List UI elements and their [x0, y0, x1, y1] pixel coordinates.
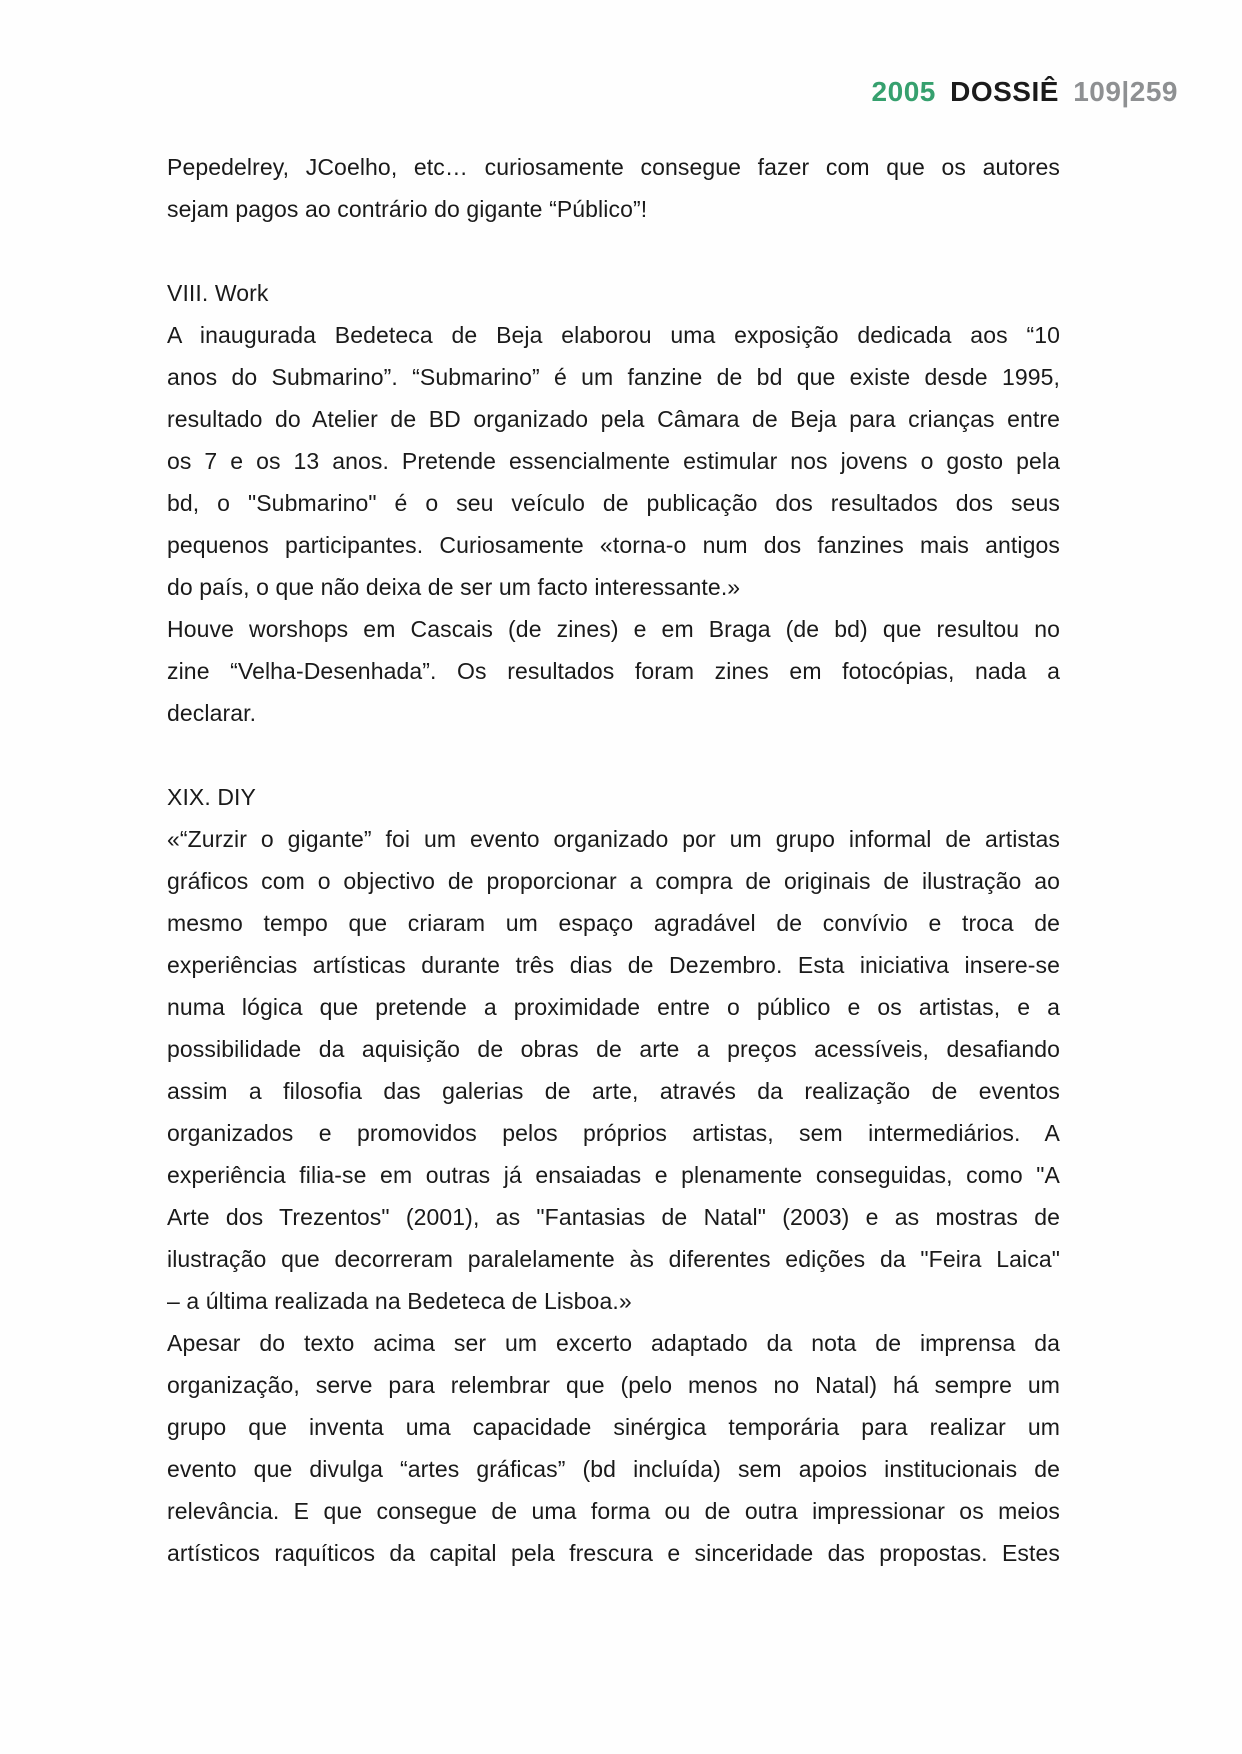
- paragraph-spacer: [167, 734, 1060, 776]
- text-line: ilustração que decorreram paralelamente às diferentes edições da "Feira Laica": [167, 1246, 1060, 1272]
- text-line: do país, o que não deixa de ser um facto interessante.»: [167, 574, 741, 600]
- text-line: artísticos raquíticos da capital pela frescura e sinceridade das propostas. Estes: [167, 1540, 1060, 1566]
- text-line: mesmo tempo que criaram um espaço agradável de convívio e troca de: [167, 910, 1060, 936]
- paragraph: [167, 146, 1060, 230]
- text-line: numa lógica que pretende a proximidade entre o público e os artistas, e a: [167, 994, 1060, 1020]
- page-header: [872, 78, 1178, 106]
- paragraph: [167, 1322, 1060, 1574]
- text-line: «“Zurzir o gigante” foi um evento organizado por um grupo informal de artistas: [167, 826, 1060, 852]
- paragraph: [167, 608, 1060, 734]
- text-line: experiência filia-se em outras já ensaiadas e plenamente conseguidas, como "A: [167, 1162, 1060, 1188]
- text-line: Pepedelrey, JCoelho, etc… curiosamente consegue fazer com que os autores: [167, 154, 1060, 180]
- text-line: – a última realizada na Bedeteca de Lisboa.»: [167, 1288, 632, 1314]
- text-line: relevância. E que consegue de uma forma ou de outra impressionar os meios: [167, 1498, 1060, 1524]
- text-line: organizados e promovidos pelos próprios artistas, sem intermediários. A: [167, 1120, 1060, 1146]
- text-line: evento que divulga “artes gráficas” (bd incluída) sem apoios institucionais de: [167, 1456, 1060, 1482]
- text-line: VIII. Work: [167, 280, 269, 306]
- paragraph: [167, 314, 1060, 608]
- text-line: XIX. DIY: [167, 784, 256, 810]
- header-page-number: 109|259: [1073, 76, 1178, 107]
- text-line: possibilidade da aquisição de obras de arte a preços acessíveis, desafiando: [167, 1036, 1060, 1062]
- text-line: os 7 e os 13 anos. Pretende essencialmente estimular nos jovens o gosto pela: [167, 448, 1060, 474]
- text-line: bd, o "Submarino" é o seu veículo de publicação dos resultados dos seus: [167, 490, 1060, 516]
- text-line: grupo que inventa uma capacidade sinérgica temporária para realizar um: [167, 1414, 1060, 1440]
- text-line: A inaugurada Bedeteca de Beja elaborou uma exposição dedicada aos “10: [167, 322, 1060, 348]
- text-line: zine “Velha-Desenhada”. Os resultados foram zines em fotocópias, nada a: [167, 658, 1060, 684]
- text-line: assim a filosofia das galerias de arte, através da realização de eventos: [167, 1078, 1060, 1104]
- text-line: Apesar do texto acima ser um excerto adaptado da nota de imprensa da: [167, 1330, 1060, 1356]
- document-body: [167, 146, 1060, 1574]
- text-line: Arte dos Trezentos" (2001), as "Fantasias de Natal" (2003) e as mostras de: [167, 1204, 1060, 1230]
- text-line: Houve worshops em Cascais (de zines) e em Braga (de bd) que resultou no: [167, 616, 1060, 642]
- text-line: experiências artísticas durante três dias de Dezembro. Esta iniciativa insere-se: [167, 952, 1060, 978]
- text-line: anos do Submarino”. “Submarino” é um fanzine de bd que existe desde 1995,: [167, 364, 1060, 390]
- text-line: declarar.: [167, 700, 257, 726]
- header-section-title: DOSSIÊ: [950, 76, 1059, 107]
- text-line: resultado do Atelier de BD organizado pela Câmara de Beja para crianças entre: [167, 406, 1060, 432]
- header-year: 2005: [871, 76, 936, 107]
- section-heading: [167, 272, 1060, 314]
- text-line: organização, serve para relembrar que (pelo menos no Natal) há sempre um: [167, 1372, 1060, 1398]
- text-line: gráficos com o objectivo de proporcionar a compra de originais de ilustração ao: [167, 868, 1060, 894]
- section-heading: [167, 776, 1060, 818]
- text-line: sejam pagos ao contrário do gigante “Público”!: [167, 196, 648, 222]
- paragraph: [167, 818, 1060, 1322]
- text-line: pequenos participantes. Curiosamente «torna-o num dos fanzines mais antigos: [167, 532, 1060, 558]
- paragraph-spacer: [167, 230, 1060, 272]
